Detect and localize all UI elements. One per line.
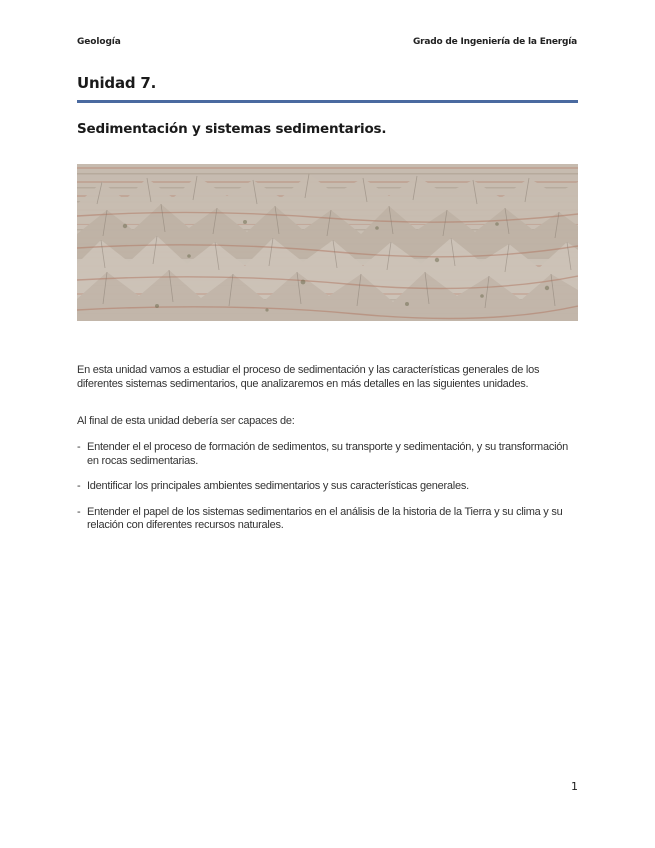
badlands-photo [77,164,578,321]
bullet-dash: - [77,480,81,492]
title-underline [77,100,578,103]
unit-title: Unidad 7. [77,74,157,92]
bullet-dash: - [77,505,81,518]
list-item [77,506,577,533]
objectives-list [77,441,577,545]
objective-text: Identificar los principales ambientes sedimentarios y sus características generales. [87,480,469,492]
objective-text: Entender el papel de los sistemas sedimentarios en el análisis de la historia de la Tierra y su clima y su relación con diferentes recursos naturales. [87,505,563,531]
list-item [77,480,577,494]
section-title: Sedimentación y sistemas sedimentarios. [77,121,387,137]
header-degree: Grado de Ingeniería de la Energía [412,37,577,47]
badlands-photo-graphic [77,164,578,321]
objective-text: Entender el el proceso de formación de sedimentos, su transporte y sedimentación, y su transformación en rocas sedimentarias. [87,441,569,467]
bullet-dash: - [77,441,81,453]
page-number: 1 [571,780,578,793]
header-subject: Geología [77,37,121,47]
objectives-lead: Al final de esta unidad debería ser capaces de: [77,415,295,427]
list-item [77,441,577,468]
intro-paragraph: En esta unidad vamos a estudiar el proceso de sedimentación y las características generales de los diferentes sistemas sedimentarios, que analizaremos en más detalles en las siguientes unidades. [77,364,540,390]
